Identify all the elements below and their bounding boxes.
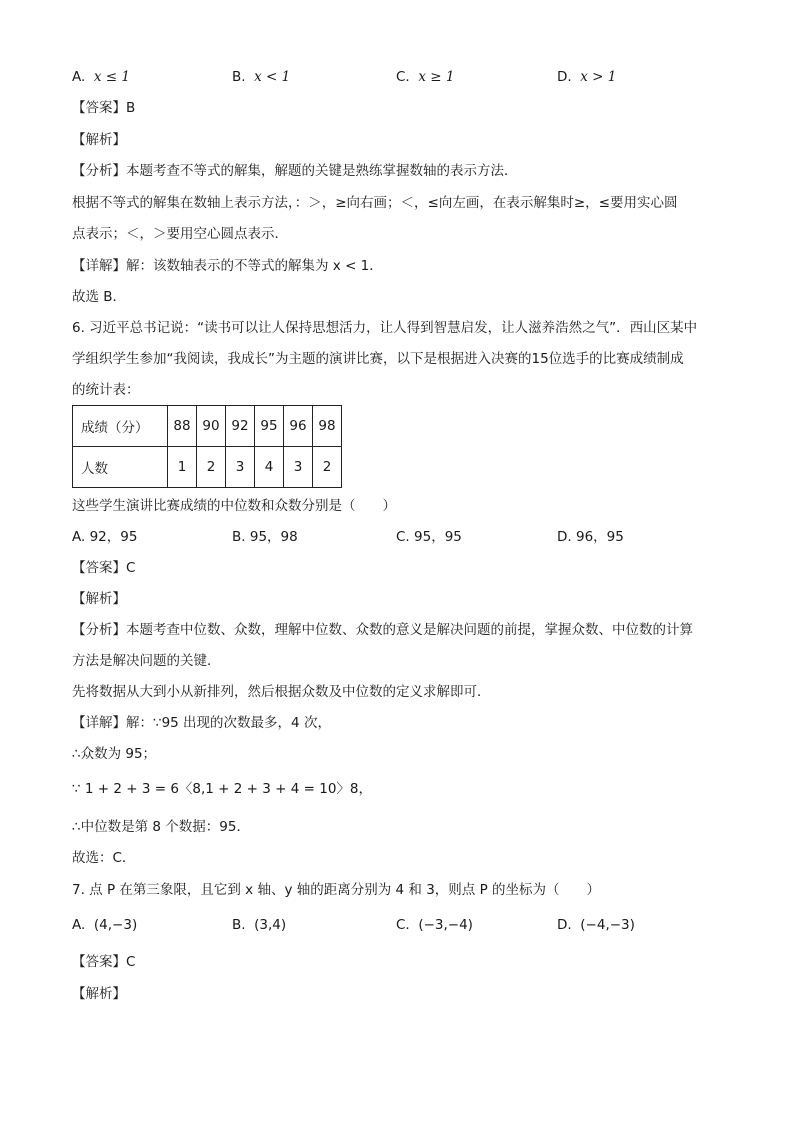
table-cell: 3 <box>226 447 255 488</box>
option-letter: B. <box>232 917 246 933</box>
q6-answer: 【答案】C <box>72 560 136 576</box>
option-text: (3,4) <box>254 917 287 933</box>
score-statistics-table <box>72 405 342 488</box>
q6-detail3: ∵ 1 + 2 + 3 = 6〈8,1 + 2 + 3 + 4 = 10〉8， <box>72 781 372 797</box>
q6-option-d <box>557 527 624 547</box>
q6-detail2: ∴众数为 95； <box>72 746 157 762</box>
table-row-counts <box>73 447 342 488</box>
option-letter: A. <box>72 917 86 933</box>
table-cell: 95 <box>255 406 284 447</box>
q7-answer: 【答案】C <box>72 954 136 970</box>
q6-stem-line1: 6. 习近平总书记说：“读书可以让人保持思想活力，让人得到智慧启发，让人滋养浩然之气”．西山区某中 <box>72 320 698 336</box>
q5-method-line1: 根据不等式的解集在数轴上表示方法，：＞，≥向右画；＜，≤向左画，在表示解集时≥，≤要用实心圆 <box>72 195 678 211</box>
option-letter: D. <box>557 917 572 933</box>
option-letter: D. <box>557 69 572 85</box>
table-row-scores <box>73 406 342 447</box>
q6-option-a <box>72 527 137 547</box>
q5-option-b <box>232 67 290 87</box>
option-text: x < 1 <box>254 69 291 85</box>
q7-options <box>72 915 712 935</box>
option-text: x > 1 <box>580 69 617 85</box>
q5-option-a <box>72 67 130 87</box>
q5-conclusion: 故选 B． <box>72 289 127 305</box>
table-cell: 3 <box>284 447 313 488</box>
q6-option-b <box>232 527 298 547</box>
q5-method-line2: 点表示；＜，＞要用空心圆点表示． <box>72 226 288 242</box>
table-row-header: 成绩（分） <box>73 406 168 447</box>
option-letter: A. <box>72 69 86 85</box>
q6-detail1: 【详解】解：∵95 出现的次数最多，4 次， <box>72 715 331 731</box>
table-cell: 98 <box>313 406 342 447</box>
table-cell: 1 <box>168 447 197 488</box>
option-letter: B. <box>232 529 246 545</box>
option-letter: D. <box>557 529 572 545</box>
q5-option-c <box>396 67 454 87</box>
q7-option-c <box>396 915 473 935</box>
table-row-header: 人数 <box>73 447 168 488</box>
q6-question: 这些学生演讲比赛成绩的中位数和众数分别是（ ） <box>72 498 396 514</box>
q7-option-b <box>232 915 286 935</box>
option-text: 95，98 <box>249 529 298 545</box>
option-text: 96，95 <box>575 529 624 545</box>
q6-stem-line3: 的统计表： <box>72 382 140 398</box>
q5-option-d <box>557 67 616 87</box>
q6-fenxi-line1: 【分析】本题考查中位数、众数，理解中位数、众数的意义是解决问题的前提，掌握众数、中位数的计算 <box>72 622 693 638</box>
q6-analysis-label: 【解析】 <box>72 591 126 607</box>
option-text: 95，95 <box>414 529 462 545</box>
option-letter: C. <box>396 69 410 85</box>
q5-analysis-label: 【解析】 <box>72 132 126 148</box>
table-cell: 90 <box>197 406 226 447</box>
table-cell: 2 <box>197 447 226 488</box>
q6-option-c <box>396 527 462 547</box>
q7-option-d <box>557 915 635 935</box>
option-text: 92，95 <box>89 529 138 545</box>
option-letter: C. <box>396 917 410 933</box>
table-cell: 92 <box>226 406 255 447</box>
option-text: (−4,−3) <box>580 917 635 933</box>
table-cell: 88 <box>168 406 197 447</box>
q5-fenxi: 【分析】本题考查不等式的解集，解题的关键是熟练掌握数轴的表示方法． <box>72 163 518 179</box>
option-text: (−3,−4) <box>418 917 473 933</box>
q7-analysis-label: 【解析】 <box>72 986 126 1002</box>
q6-detail4: ∴中位数是第 8 个数据：95． <box>72 819 250 835</box>
q7-option-a <box>72 915 137 935</box>
q6-options <box>72 527 712 547</box>
q6-fenxi-line2: 方法是解决问题的关键． <box>72 653 221 669</box>
q6-method: 先将数据从大到小从新排列，然后根据众数及中位数的定义求解即可． <box>72 684 491 700</box>
option-text: x ≥ 1 <box>418 69 455 85</box>
q5-options <box>72 67 712 87</box>
table-cell: 4 <box>255 447 284 488</box>
option-letter: B. <box>232 69 246 85</box>
option-letter: C. <box>396 529 410 545</box>
q5-detail: 【详解】解：该数轴表示的不等式的解集为 x < 1． <box>72 258 383 274</box>
table-cell: 96 <box>284 406 313 447</box>
option-text: (4,−3) <box>93 917 138 933</box>
q5-answer: 【答案】B <box>72 100 136 116</box>
option-text: x ≤ 1 <box>93 69 130 85</box>
q6-stem-line2: 学组织学生参加“我阅读，我成长”为主题的演讲比赛，以下是根据进入决赛的15位选手的比赛成绩制成 <box>72 351 684 367</box>
q6-conclusion: 故选：C． <box>72 850 136 866</box>
table-cell: 2 <box>313 447 342 488</box>
q7-stem: 7. 点 P 在第三象限，且它到 x 轴、y 轴的距离分别为 4 和 3，则点 P 的坐标为（ ） <box>72 882 601 898</box>
option-letter: A. <box>72 529 86 545</box>
